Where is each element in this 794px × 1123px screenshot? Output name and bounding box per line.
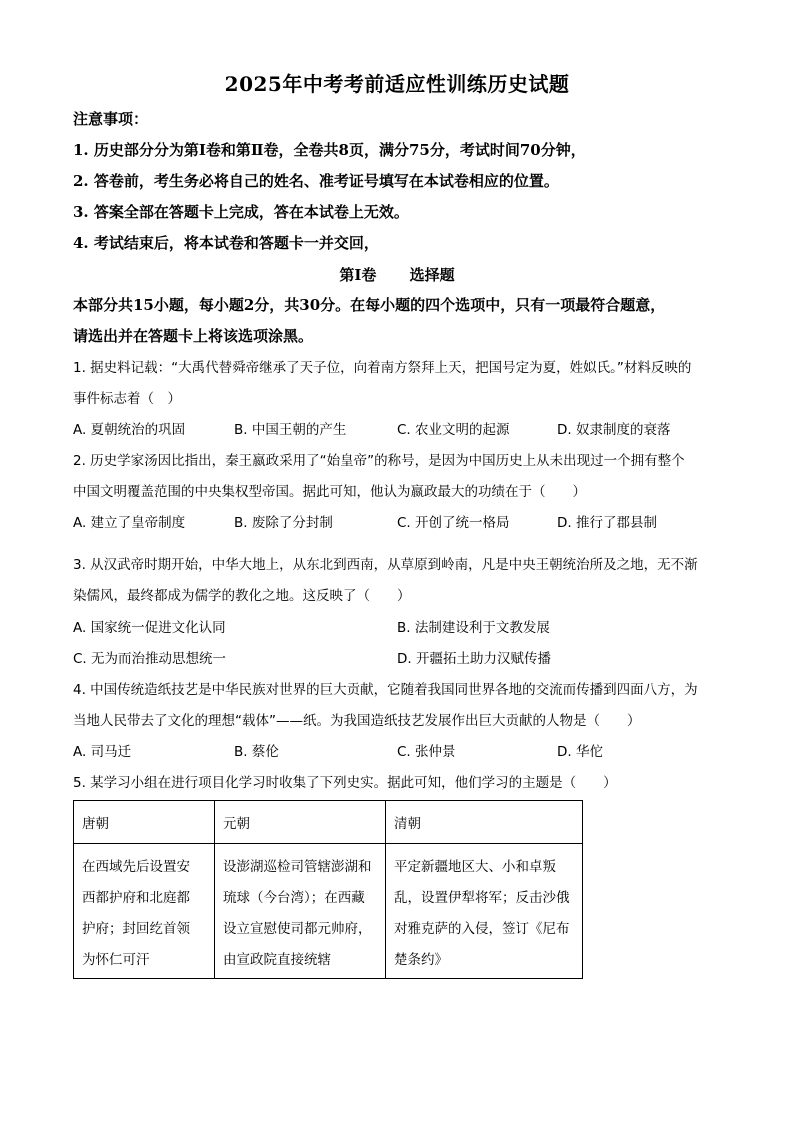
question-2-option-d: D. 推行了郡县制 bbox=[557, 515, 657, 531]
table-cell bbox=[215, 844, 386, 979]
note-item: 1. 历史部分分为第Ⅰ卷和第Ⅱ卷，全卷共8页，满分75分，考试时间70分钟， bbox=[73, 141, 586, 159]
question-1-option-a: A. 夏朝统治的巩固 bbox=[73, 422, 186, 438]
question-5-table bbox=[73, 800, 583, 979]
cell-line: 西都护府和北庭都 bbox=[82, 890, 190, 906]
cell-line: 平定新疆地区大、小和卓叛 bbox=[394, 859, 556, 875]
question-5-text: 5. 某学习小组在进行项目化学习时收集了下列史实。据此可知，他们学习的主题是（ ） bbox=[73, 775, 617, 791]
cell-line: 对雅克萨的入侵，签订《尼布 bbox=[394, 921, 570, 937]
notes-heading: 注意事项： bbox=[73, 110, 149, 128]
table-header-row bbox=[74, 801, 583, 844]
question-2-option-b: B. 废除了分封制 bbox=[234, 515, 333, 531]
question-4-text: 4. 中国传统造纸技艺是中华民族对世界的巨大贡献，它随着我国同世界各地的交流而传播到四面八方，为 bbox=[73, 682, 698, 698]
question-2-option-c: C. 开创了统一格局 bbox=[397, 515, 510, 531]
page-title: 2025年中考考前适应性训练历史试题 bbox=[224, 72, 570, 96]
question-3-option-d: D. 开疆拓土助力汉赋传播 bbox=[397, 651, 551, 667]
question-1-text: 事件标志着（ ） bbox=[73, 391, 181, 407]
question-2-text: 2. 历史学家汤因比指出，秦王嬴政采用了“始皇帝”的称号，是因为中国历史上从未出现过一个拥有整个 bbox=[73, 453, 685, 469]
question-3-text: 3. 从汉武帝时期开始，中华大地上，从东北到西南，从草原到岭南，凡是中央王朝统治所及之地，无不渐 bbox=[73, 557, 698, 573]
question-4-option-b: B. 蔡伦 bbox=[234, 744, 279, 760]
table-row bbox=[74, 844, 583, 979]
cell-line: 为怀仁可汗 bbox=[82, 952, 150, 968]
question-1-text: 1. 据史料记载：“大禹代替舜帝继承了天子位，向着南方祭拜上天，把国号定为夏，姓姒氏。”材料反映的 bbox=[73, 360, 692, 376]
cell-line: 在西域先后设置安 bbox=[82, 859, 190, 875]
question-1-option-c: C. 农业文明的起源 bbox=[397, 422, 510, 438]
table-header-cell: 清朝 bbox=[386, 801, 583, 844]
question-1-option-b: B. 中国王朝的产生 bbox=[234, 422, 347, 438]
cell-line: 由宣政院直接统辖 bbox=[223, 952, 331, 968]
question-4-text: 当地人民带去了文化的理想“载体”——纸。为我国造纸技艺发展作出巨大贡献的人物是（ ） bbox=[73, 713, 641, 729]
question-4-option-d: D. 华佗 bbox=[557, 744, 603, 760]
table-cell bbox=[74, 844, 215, 979]
section-name: 选择题 bbox=[409, 266, 455, 284]
question-3-text: 染儒风，最终都成为儒学的教化之地。这反映了（ ） bbox=[73, 588, 411, 604]
note-item: 2. 答卷前，考生务必将自己的姓名、准考证号填写在本试卷相应的位置。 bbox=[73, 172, 559, 190]
cell-line: 琉球（今台湾）；在西藏 bbox=[223, 890, 365, 906]
cell-line: 乱，设置伊犁将军；反击沙俄 bbox=[394, 890, 570, 906]
question-2-option-a: A. 建立了皇帝制度 bbox=[73, 515, 186, 531]
question-3-option-a: A. 国家统一促进文化认同 bbox=[73, 620, 226, 636]
section-part: 第Ⅰ卷 bbox=[339, 266, 377, 284]
section-heading bbox=[0, 264, 794, 285]
cell-line: 护府；封回纥首领 bbox=[82, 921, 190, 937]
table-header-cell: 唐朝 bbox=[74, 801, 215, 844]
question-1-option-d: D. 奴隶制度的衰落 bbox=[557, 422, 671, 438]
cell-line: 设澎湖巡检司管辖澎湖和 bbox=[223, 859, 372, 875]
note-item: 3. 答案全部在答题卡上完成，答在本试卷上无效。 bbox=[73, 203, 409, 221]
question-4-option-c: C. 张仲景 bbox=[397, 744, 456, 760]
cell-line: 设立宣慰使司都元帅府， bbox=[223, 921, 372, 937]
question-2-text: 中国文明覆盖范围的中央集权型帝国。据此可知，他认为嬴政最大的功绩在于（ ） bbox=[73, 484, 586, 500]
note-item: 4. 考试结束后，将本试卷和答题卡一并交回， bbox=[73, 234, 379, 252]
cell-line: 楚条约》 bbox=[394, 952, 448, 968]
section-instructions: 请选出并在答题卡上将该选项涂黑。 bbox=[73, 327, 314, 345]
question-4-option-a: A. 司马迁 bbox=[73, 744, 132, 760]
question-3-option-b: B. 法制建设利于文教发展 bbox=[397, 620, 550, 636]
question-3-option-c: C. 无为而治推动思想统一 bbox=[73, 651, 227, 667]
table-cell bbox=[386, 844, 583, 979]
table-header-cell: 元朝 bbox=[215, 801, 386, 844]
section-instructions: 本部分共15小题，每小题2分，共30分。在每小题的四个选项中，只有一项最符合题意， bbox=[73, 296, 666, 314]
